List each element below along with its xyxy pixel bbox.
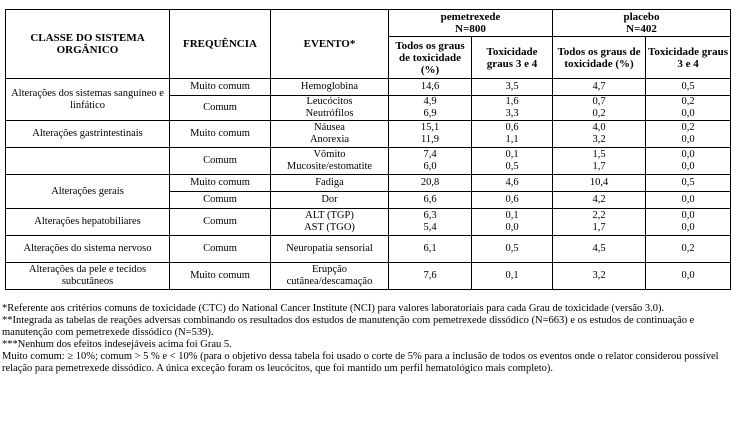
- evento-line: Erupção cutânea/descamação: [286, 264, 373, 287]
- header-pem-todos-graus: Todos os graus de toxicidade (%): [389, 37, 472, 79]
- cell-pla-graus-3-4: [646, 192, 731, 209]
- value-line: 0,5: [681, 177, 695, 188]
- value-line: 0,0: [681, 270, 695, 281]
- cell-pem-graus-3-4: [472, 121, 553, 148]
- cell-classe: Alterações gerais: [6, 175, 170, 209]
- evento-line: Fadiga: [315, 177, 344, 188]
- table-row: [6, 209, 731, 236]
- cell-pem-graus-3-4: [472, 263, 553, 290]
- header-row-groups: [6, 10, 731, 37]
- cell-evento: [271, 175, 389, 192]
- header-placebo-n: N=402: [626, 23, 657, 35]
- cell-pem-graus-3-4: [472, 192, 553, 209]
- value-line: 4,7: [592, 81, 606, 92]
- footnote-ctc: *Referente aos critérios comuns de toxicidade (CTC) do National Cancer Institute (NCI) para valores laboratoriais para cada Grau de toxicidade (versão 3.0).: [2, 303, 665, 314]
- evento-line: Anorexia: [309, 134, 350, 145]
- value-line: 0,0: [681, 222, 695, 233]
- evento-line: Náusea: [314, 122, 345, 133]
- value-line: 1,7: [592, 161, 606, 172]
- cell-pla-graus-3-4: [646, 263, 731, 290]
- cell-pla-graus-3-4: [646, 209, 731, 236]
- value-line: 0,6: [505, 194, 519, 205]
- cell-pla-todos-graus: [553, 192, 646, 209]
- cell-classe: [6, 148, 170, 175]
- header-pemetrexede-name: pemetrexede: [440, 11, 501, 23]
- table-row: [6, 175, 731, 192]
- value-line: 20,8: [420, 177, 440, 188]
- header-pla-graus-3-4: Toxicidade graus 3 e 4: [646, 37, 731, 79]
- value-line: 3,2: [592, 134, 606, 145]
- value-line: 7,4: [423, 149, 437, 160]
- header-pemetrexede: [389, 10, 553, 37]
- cell-pem-graus-3-4: [472, 209, 553, 236]
- value-line: 0,2: [681, 96, 695, 107]
- cell-evento: [271, 121, 389, 148]
- cell-pem-graus-3-4: [472, 96, 553, 121]
- cell-pla-graus-3-4: [646, 148, 731, 175]
- cell-classe: Alterações dos sistemas sanguíneo e linfático: [6, 79, 170, 121]
- value-line: 6,1: [423, 243, 437, 254]
- cell-pem-todos-graus: [389, 209, 472, 236]
- evento-line: Mucosite/estomatite: [286, 161, 373, 172]
- cell-frequencia: Comum: [170, 192, 271, 209]
- cell-evento: [271, 236, 389, 263]
- header-frequencia: FREQUÊNCIA: [170, 10, 271, 79]
- evento-line: Vômito: [313, 149, 346, 160]
- table-row: [6, 121, 731, 148]
- table-row: [6, 236, 731, 263]
- value-line: 7,6: [423, 270, 437, 281]
- cell-pla-graus-3-4: [646, 79, 731, 96]
- cell-pla-todos-graus: [553, 79, 646, 96]
- cell-frequencia: Muito comum: [170, 121, 271, 148]
- cell-evento: [271, 96, 389, 121]
- evento-line: Leucócitos: [306, 96, 353, 107]
- value-line: 4,2: [592, 194, 606, 205]
- value-line: 3,5: [505, 81, 519, 92]
- evento-line: Hemoglobina: [300, 81, 359, 92]
- cell-pla-todos-graus: [553, 209, 646, 236]
- value-line: 0,5: [505, 243, 519, 254]
- table-body: [6, 79, 731, 290]
- cell-pem-todos-graus: [389, 79, 472, 96]
- cell-pem-todos-graus: [389, 175, 472, 192]
- cell-pla-graus-3-4: [646, 96, 731, 121]
- table-row: [6, 263, 731, 290]
- footnote-integrated: **Integrada as tabelas de reações adversas combinando os resultados dos estudos de manutenção com pemetrexede dissódico (N=663) e os estudos de continuação e manutenção com pemetrexede dissódico (N=539).: [2, 315, 695, 338]
- value-line: 0,0: [681, 134, 695, 145]
- cell-evento: [271, 263, 389, 290]
- cell-pla-todos-graus: [553, 96, 646, 121]
- cell-frequencia: Muito comum: [170, 175, 271, 192]
- footnote-grade5: ***Nenhum dos efeitos indesejáveis acima foi Grau 5.: [2, 339, 232, 350]
- evento-line: Dor: [321, 194, 338, 205]
- cell-pem-graus-3-4: [472, 79, 553, 96]
- cell-pem-graus-3-4: [472, 175, 553, 192]
- cell-evento: [271, 192, 389, 209]
- header-placebo: [553, 10, 731, 37]
- value-line: 4,5: [592, 243, 606, 254]
- cell-frequencia: Comum: [170, 209, 271, 236]
- cell-frequencia: Comum: [170, 236, 271, 263]
- value-line: 0,0: [681, 194, 695, 205]
- cell-pem-todos-graus: [389, 96, 472, 121]
- value-line: 0,0: [681, 108, 695, 119]
- value-line: 0,6: [505, 122, 519, 133]
- cell-pla-graus-3-4: [646, 121, 731, 148]
- cell-pem-graus-3-4: [472, 148, 553, 175]
- cell-classe: Alterações da pele e tecidos subcutâneos: [6, 263, 170, 290]
- cell-pla-todos-graus: [553, 121, 646, 148]
- value-line: 4,6: [505, 177, 519, 188]
- cell-frequencia: Comum: [170, 148, 271, 175]
- table-row: [6, 148, 731, 175]
- value-line: 0,5: [505, 161, 519, 172]
- header-pem-graus-3-4: Toxicidade graus 3 e 4: [472, 37, 553, 79]
- evento-line: Neutrófilos: [305, 108, 354, 119]
- value-line: 1,6: [505, 96, 519, 107]
- value-line: 0,5: [681, 81, 695, 92]
- cell-pem-todos-graus: [389, 236, 472, 263]
- cell-pla-todos-graus: [553, 236, 646, 263]
- value-line: 0,7: [592, 96, 606, 107]
- header-evento: EVENTO*: [271, 10, 389, 79]
- cell-frequencia: Muito comum: [170, 79, 271, 96]
- cell-classe: Alterações gastrintestinais: [6, 121, 170, 148]
- value-line: 0,0: [505, 222, 519, 233]
- value-line: 6,0: [423, 161, 437, 172]
- value-line: 6,9: [423, 108, 437, 119]
- value-line: 0,0: [681, 149, 695, 160]
- header-placebo-name: placebo: [623, 11, 660, 23]
- value-line: 3,3: [505, 108, 519, 119]
- value-line: 4,9: [423, 96, 437, 107]
- value-line: 4,0: [592, 122, 606, 133]
- value-line: 1,7: [592, 222, 606, 233]
- value-line: 0,1: [505, 210, 519, 221]
- table-row: [6, 79, 731, 96]
- cell-evento: [271, 79, 389, 96]
- value-line: 0,2: [681, 243, 695, 254]
- value-line: 6,3: [423, 210, 437, 221]
- cell-pem-todos-graus: [389, 263, 472, 290]
- value-line: 5,4: [423, 222, 437, 233]
- value-line: 0,0: [681, 161, 695, 172]
- cell-pem-graus-3-4: [472, 236, 553, 263]
- cell-pla-todos-graus: [553, 263, 646, 290]
- cell-evento: [271, 148, 389, 175]
- value-line: 3,2: [592, 270, 606, 281]
- header-pla-todos-graus: Todos os graus de toxicidade (%): [553, 37, 646, 79]
- value-line: 14,6: [420, 81, 440, 92]
- cell-pem-todos-graus: [389, 192, 472, 209]
- value-line: 11,9: [421, 134, 439, 145]
- cell-evento: [271, 209, 389, 236]
- value-line: 1,1: [505, 134, 519, 145]
- cell-pla-todos-graus: [553, 148, 646, 175]
- cell-pla-todos-graus: [553, 175, 646, 192]
- value-line: 1,5: [592, 149, 606, 160]
- value-line: 10,4: [589, 177, 609, 188]
- evento-line: ALT (TGP): [305, 210, 354, 221]
- header-classe: CLASSE DO SISTEMA ORGÂNICO: [6, 10, 170, 79]
- header-pemetrexede-n: N=800: [455, 23, 486, 35]
- cell-pem-todos-graus: [389, 148, 472, 175]
- cell-frequencia: Comum: [170, 96, 271, 121]
- cell-classe: Alterações do sistema nervoso: [6, 236, 170, 263]
- cell-pla-graus-3-4: [646, 175, 731, 192]
- evento-line: AST (TGO): [304, 222, 355, 233]
- cell-pem-todos-graus: [389, 121, 472, 148]
- footnotes: [2, 303, 744, 375]
- value-line: 0,2: [592, 108, 606, 119]
- value-line: 0,1: [505, 149, 519, 160]
- toxicity-table: [5, 9, 731, 290]
- value-line: 2,2: [592, 210, 606, 221]
- value-line: 6,6: [423, 194, 437, 205]
- value-line: 0,2: [681, 122, 695, 133]
- cell-pla-graus-3-4: [646, 236, 731, 263]
- footnote-frequency: Muito comum: ≥ 10%; comum > 5 % e < 10% (para o objetivo dessa tabela foi usado o corte de 5% para a inclusão de todos os eventos onde o relator considerou possível relação para pemetrexede dissódico. A única exceção foram os leucócitos, que foi mantido um perfil hematológico mais completo).: [2, 351, 719, 374]
- evento-line: Neuropatia sensorial: [286, 243, 373, 254]
- value-line: 0,0: [681, 210, 695, 221]
- cell-frequencia: Muito comum: [170, 263, 271, 290]
- cell-classe: Alterações hepatobiliares: [6, 209, 170, 236]
- value-line: 15,1: [420, 122, 440, 133]
- value-line: 0,1: [505, 270, 519, 281]
